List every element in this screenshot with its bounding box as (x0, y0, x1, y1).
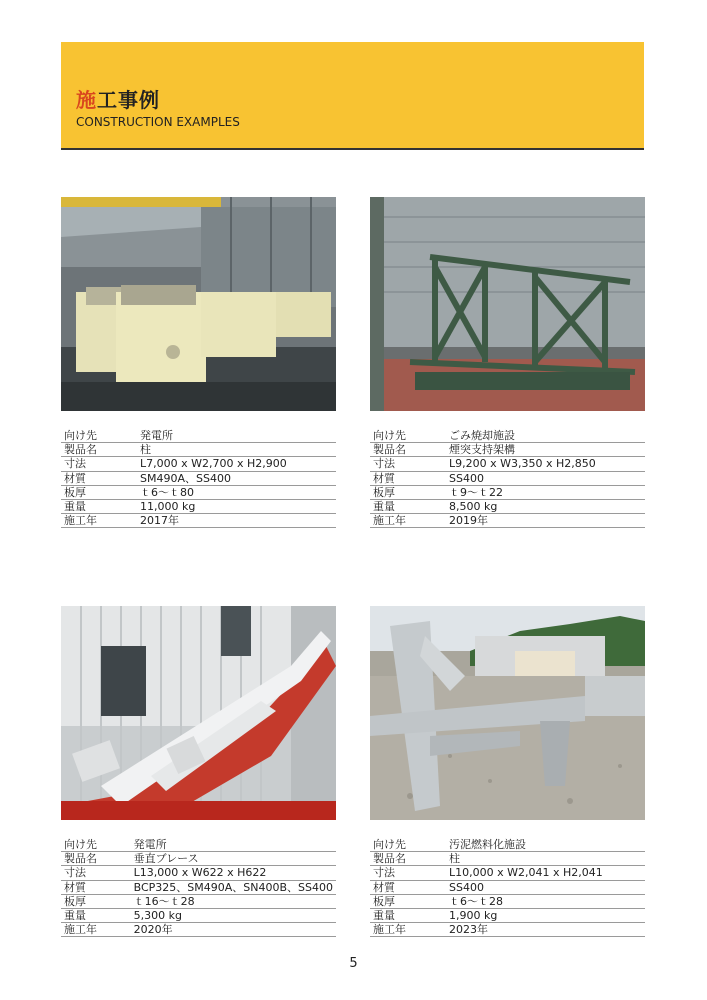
table-row (61, 457, 336, 471)
spec-value: ｔ6～ｔ28 (446, 894, 645, 908)
spec-value: 発電所 (131, 838, 336, 852)
spec-value: L9,200 x W3,350 x H2,850 (446, 457, 645, 471)
spec-value: SS400 (446, 880, 645, 894)
case-1-photo (61, 197, 336, 411)
spec-label: 材質 (370, 471, 446, 485)
spec-label: 寸法 (61, 866, 131, 880)
table-row (370, 443, 645, 457)
spec-label: 材質 (61, 880, 131, 894)
table-row (370, 894, 645, 908)
case-4 (370, 606, 645, 937)
spec-value: 5,300 kg (131, 908, 336, 922)
spec-value: L10,000 x W2,041 x H2,041 (446, 866, 645, 880)
spec-label: 施工年 (61, 514, 137, 528)
table-row (61, 880, 336, 894)
spec-label: 重量 (370, 499, 446, 513)
case-3 (61, 606, 336, 937)
spec-value: 垂直ブレース (131, 852, 336, 866)
spec-label: 施工年 (370, 514, 446, 528)
spec-value: 11,000 kg (137, 499, 336, 513)
table-row (61, 471, 336, 485)
table-row (61, 514, 336, 528)
spec-value: 1,900 kg (446, 908, 645, 922)
table-row (370, 457, 645, 471)
spec-label: 重量 (61, 499, 137, 513)
table-row (370, 852, 645, 866)
table-row (370, 880, 645, 894)
spec-value: 2017年 (137, 514, 336, 528)
table-row (61, 838, 336, 852)
spec-value: 8,500 kg (446, 499, 645, 513)
table-row (370, 429, 645, 443)
spec-label: 寸法 (61, 457, 137, 471)
table-row (61, 429, 336, 443)
spec-label: 製品名 (370, 852, 446, 866)
table-row (61, 923, 336, 937)
spec-label: 向け先 (61, 429, 137, 443)
page-subtitle: CONSTRUCTION EXAMPLES (76, 115, 240, 129)
spec-value: ｔ16～ｔ28 (131, 894, 336, 908)
spec-value: 2020年 (131, 923, 336, 937)
title-text: 工事例 (97, 88, 160, 112)
case-1-spec-table (61, 429, 336, 528)
spec-value: 煙突支持架構 (446, 443, 645, 457)
spec-value: 2019年 (446, 514, 645, 528)
page-title (76, 84, 160, 113)
spec-value: SS400 (446, 471, 645, 485)
table-row (61, 485, 336, 499)
case-3-photo (61, 606, 336, 820)
table-row (370, 923, 645, 937)
case-2-spec-table (370, 429, 645, 528)
case-2 (370, 197, 645, 528)
case-2-photo (370, 197, 645, 411)
spec-label: 重量 (61, 908, 131, 922)
spec-label: 板厚 (370, 485, 446, 499)
spec-label: 材質 (61, 471, 137, 485)
spec-value: 柱 (137, 443, 336, 457)
table-row (370, 514, 645, 528)
table-row (61, 852, 336, 866)
spec-label: 寸法 (370, 866, 446, 880)
table-row (61, 443, 336, 457)
case-4-photo (370, 606, 645, 820)
spec-value: 2023年 (446, 923, 645, 937)
case-1 (61, 197, 336, 528)
spec-label: 向け先 (370, 838, 446, 852)
page-header (61, 42, 644, 150)
spec-label: 材質 (370, 880, 446, 894)
spec-label: 向け先 (61, 838, 131, 852)
table-row (370, 866, 645, 880)
spec-value: L13,000 x W622 x H622 (131, 866, 336, 880)
case-3-spec-table (61, 838, 336, 937)
table-row (61, 866, 336, 880)
spec-value: L7,000 x W2,700 x H2,900 (137, 457, 336, 471)
table-row (61, 499, 336, 513)
table-row (61, 908, 336, 922)
spec-value: BCP325、SM490A、SN400B、SS400 (131, 880, 336, 894)
table-row (370, 471, 645, 485)
spec-label: 製品名 (370, 443, 446, 457)
case-4-spec-table (370, 838, 645, 937)
spec-label: 寸法 (370, 457, 446, 471)
spec-label: 向け先 (370, 429, 446, 443)
spec-label: 板厚 (61, 485, 137, 499)
spec-label: 重量 (370, 908, 446, 922)
table-row (61, 894, 336, 908)
spec-value: 柱 (446, 852, 645, 866)
spec-label: 製品名 (61, 852, 131, 866)
spec-label: 施工年 (370, 923, 446, 937)
table-row (370, 485, 645, 499)
spec-value: ｔ6～ｔ80 (137, 485, 336, 499)
title-accent-char: 施 (76, 88, 97, 112)
spec-value: 汚泥燃料化施設 (446, 838, 645, 852)
table-row (370, 908, 645, 922)
spec-value: SM490A、SS400 (137, 471, 336, 485)
spec-value: 発電所 (137, 429, 336, 443)
spec-label: 板厚 (61, 894, 131, 908)
spec-label: 製品名 (61, 443, 137, 457)
spec-value: ごみ焼却施設 (446, 429, 645, 443)
page-number: 5 (349, 956, 358, 971)
spec-label: 板厚 (370, 894, 446, 908)
spec-label: 施工年 (61, 923, 131, 937)
table-row (370, 499, 645, 513)
spec-value: ｔ9～ｔ22 (446, 485, 645, 499)
table-row (370, 838, 645, 852)
